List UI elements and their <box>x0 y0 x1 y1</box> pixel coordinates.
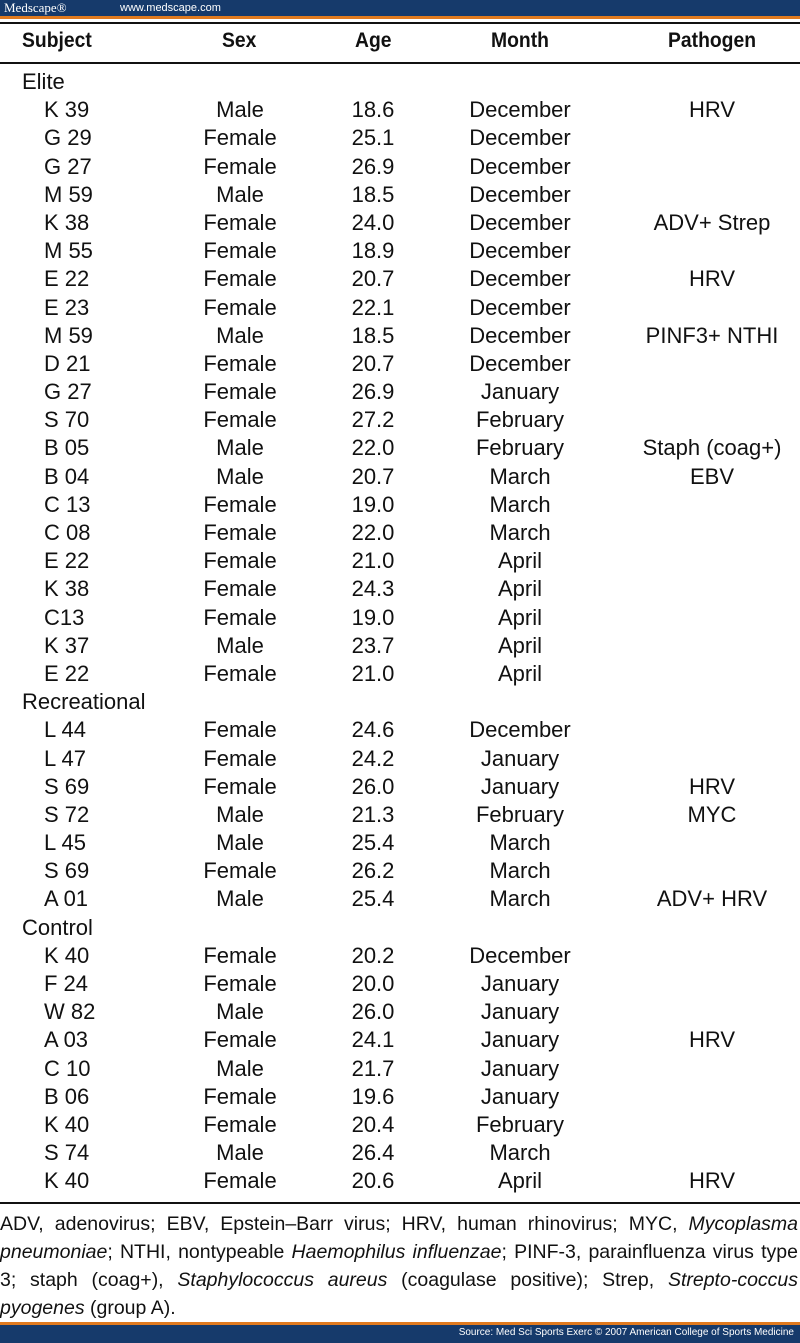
cell-subject: L 45 <box>44 830 87 856</box>
cell-subject: D 21 <box>44 350 91 376</box>
cell-age: 19.0 <box>351 491 395 517</box>
table-row <box>0 829 800 857</box>
cell-month: March <box>489 463 551 489</box>
cell-sex: Male <box>216 1055 264 1081</box>
cell-month: March <box>489 520 551 545</box>
cell-subject: C 08 <box>44 520 91 545</box>
cell-subject: M 55 <box>44 238 93 264</box>
cell-month: April <box>497 548 543 574</box>
cell-subject: K 37 <box>44 632 90 658</box>
cell-month: April <box>497 576 543 602</box>
table-row <box>0 322 800 350</box>
cell-month: December <box>469 294 571 320</box>
cell-subject: L 47 <box>44 745 87 771</box>
cell-month: December <box>469 125 571 151</box>
table-row <box>0 1111 800 1139</box>
table-row <box>0 660 800 688</box>
cell-subject: C 13 <box>44 491 91 517</box>
cell-month: January <box>480 1083 560 1109</box>
cell-age: 19.6 <box>351 1083 395 1109</box>
source-credit: Source: Med Sci Sports Exerc © 2007 American College of Sports Medicine <box>458 1327 794 1338</box>
cell-sex: Male <box>216 463 264 489</box>
cell-sex: Female <box>203 858 277 884</box>
table-row <box>0 294 800 322</box>
cell-sex: Female <box>203 407 277 433</box>
cell-pathogen: HRV <box>688 773 736 799</box>
cell-sex: Female <box>203 520 277 545</box>
group-row <box>0 914 800 942</box>
cell-subject: K 38 <box>44 209 90 235</box>
cell-pathogen: MYC <box>687 801 737 827</box>
cell-age: 25.4 <box>351 886 395 912</box>
cell-subject: S 70 <box>44 407 90 433</box>
cell-age: 26.9 <box>351 379 395 405</box>
table-row <box>0 463 800 491</box>
table-row <box>0 491 800 519</box>
cell-subject: M 59 <box>44 322 93 348</box>
cell-month: April <box>497 604 543 630</box>
cell-age: 22.0 <box>351 520 395 545</box>
cell-month: January <box>480 745 560 771</box>
col-header-age: Age <box>355 29 392 52</box>
footnote-species: Staphylococcus aureus <box>177 1269 388 1291</box>
cell-pathogen: HRV <box>688 1168 736 1194</box>
cell-subject: S 74 <box>44 1140 90 1166</box>
col-header-pathogen: Pathogen <box>668 29 757 52</box>
cell-month: December <box>469 153 571 179</box>
cell-subject: B 04 <box>44 463 90 489</box>
group-row <box>0 68 800 96</box>
cell-age: 24.1 <box>351 1027 395 1053</box>
cell-sex: Female <box>203 1083 277 1109</box>
cell-sex: Female <box>203 942 277 968</box>
cell-sex: Female <box>203 1111 277 1137</box>
cell-subject: K 40 <box>44 1168 90 1194</box>
cell-month: February <box>475 435 565 461</box>
cell-subject: E 22 <box>44 660 90 686</box>
table-row <box>0 237 800 265</box>
cell-month: December <box>469 322 571 348</box>
cell-sex: Female <box>203 379 277 405</box>
table-header-rule <box>0 62 800 64</box>
cell-age: 21.7 <box>351 1055 395 1081</box>
table-row <box>0 942 800 970</box>
cell-month: March <box>489 886 551 912</box>
cell-age: 21.0 <box>351 548 395 574</box>
cell-subject: C 10 <box>44 1055 91 1081</box>
cell-age: 25.4 <box>351 830 395 856</box>
cell-subject: F 24 <box>44 971 89 996</box>
table-row <box>0 547 800 575</box>
table-row <box>0 1083 800 1111</box>
cell-subject: E 23 <box>44 294 90 320</box>
cell-subject: B 05 <box>44 435 90 461</box>
table-body <box>0 68 800 1196</box>
cell-sex: Male <box>216 999 264 1025</box>
cell-pathogen: HRV <box>688 1027 736 1053</box>
table-row <box>0 1167 800 1195</box>
cell-pathogen: ADV+ HRV <box>656 886 768 912</box>
table-row <box>0 801 800 829</box>
footnote-species: Strepto-coccus pyogenes <box>0 1269 799 1319</box>
cell-subject: B 06 <box>44 1083 90 1109</box>
cell-subject: G 27 <box>44 379 92 405</box>
cell-age: 26.0 <box>351 999 395 1025</box>
cell-age: 18.5 <box>351 181 395 207</box>
table-row <box>0 1026 800 1054</box>
cell-sex: Female <box>203 1168 277 1194</box>
table-row <box>0 857 800 885</box>
medscape-logo[interactable]: Medscape® <box>4 0 67 15</box>
cell-age: 26.9 <box>351 153 395 179</box>
header-bar <box>0 0 800 19</box>
cell-subject: S 69 <box>44 858 90 884</box>
cell-age: 26.4 <box>351 1140 395 1166</box>
table-row <box>0 885 800 913</box>
cell-month: March <box>489 1140 551 1166</box>
table-row <box>0 96 800 124</box>
cell-month: January <box>480 999 560 1025</box>
cell-subject: E 22 <box>44 548 90 574</box>
table-row <box>0 519 800 547</box>
cell-age: 20.7 <box>351 350 395 376</box>
cell-sex: Male <box>216 181 264 207</box>
table-row <box>0 745 800 773</box>
table-row <box>0 124 800 152</box>
cell-sex: Male <box>216 435 264 461</box>
cell-month: December <box>469 942 571 968</box>
table-row <box>0 406 800 434</box>
cell-age: 24.0 <box>351 209 395 235</box>
table-row <box>0 1139 800 1167</box>
cell-month: December <box>469 266 571 292</box>
cell-month: December <box>469 181 571 207</box>
cell-age: 18.9 <box>351 238 395 264</box>
footnote-species: Haemophilus influenzae <box>291 1241 502 1263</box>
cell-sex: Female <box>203 294 277 320</box>
group-row <box>0 688 800 716</box>
cell-month: April <box>497 660 543 686</box>
cell-age: 25.1 <box>351 125 395 151</box>
cell-subject: W 82 <box>44 999 96 1025</box>
cell-sex: Female <box>203 604 277 630</box>
cell-month: December <box>469 238 571 264</box>
cell-age: 21.0 <box>351 660 395 686</box>
cell-sex: Male <box>216 1140 264 1166</box>
table-row <box>0 265 800 293</box>
cell-sex: Female <box>203 238 277 264</box>
cell-month: December <box>469 209 571 235</box>
cell-pathogen: PINF3+ NTHI <box>645 322 779 348</box>
cell-subject: S 72 <box>44 801 90 827</box>
table-row <box>0 575 800 603</box>
cell-month: February <box>475 407 565 433</box>
cell-sex: Female <box>203 576 277 602</box>
group-label: Control <box>22 914 93 940</box>
cell-month: April <box>497 1168 543 1194</box>
cell-subject: G 29 <box>44 125 92 151</box>
cell-subject: G 27 <box>44 153 92 179</box>
cell-age: 24.3 <box>351 576 395 602</box>
cell-sex: Female <box>203 266 277 292</box>
col-header-sex: Sex <box>222 29 257 52</box>
cell-month: February <box>475 1111 565 1137</box>
cell-sex: Male <box>216 830 264 856</box>
cell-month: April <box>497 632 543 658</box>
cell-age: 27.2 <box>351 407 395 433</box>
cell-age: 20.7 <box>351 266 395 292</box>
cell-sex: Female <box>203 1027 277 1053</box>
cell-month: January <box>480 1055 560 1081</box>
cell-subject: M 59 <box>44 181 93 207</box>
cell-pathogen: HRV <box>688 97 736 123</box>
table-row <box>0 773 800 801</box>
cell-month: January <box>480 971 560 996</box>
cell-subject: K 40 <box>44 1111 90 1137</box>
cell-age: 20.6 <box>351 1168 395 1194</box>
cell-subject: C13 <box>44 604 85 630</box>
cell-age: 22.0 <box>351 435 395 461</box>
cell-month: December <box>469 97 571 123</box>
col-header-subject: Subject <box>22 29 92 52</box>
cell-pathogen: Staph (coag+) <box>642 435 782 461</box>
cell-age: 20.7 <box>351 463 395 489</box>
table-bottom-rule <box>0 1202 800 1204</box>
cell-subject: K 39 <box>44 97 90 123</box>
group-label: Elite <box>22 69 65 94</box>
cell-sex: Male <box>216 886 264 912</box>
cell-sex: Female <box>203 717 277 743</box>
cell-age: 24.6 <box>351 717 395 743</box>
cell-age: 19.0 <box>351 604 395 630</box>
footnote-text: ; NTHI, nontypeable <box>107 1241 292 1263</box>
table-row <box>0 434 800 462</box>
footnote-text: ; PINF-3, parainfluenza virus type 3; staph (coag+), <box>0 1241 798 1291</box>
cell-sex: Female <box>203 125 277 151</box>
table-row <box>0 209 800 237</box>
cell-pathogen: ADV+ Strep <box>653 209 771 235</box>
table-footnote <box>0 1210 798 1322</box>
cell-age: 23.7 <box>351 632 395 658</box>
table-row <box>0 350 800 378</box>
cell-month: December <box>469 350 571 376</box>
cell-sex: Female <box>203 745 277 771</box>
table-row <box>0 998 800 1026</box>
cell-age: 18.5 <box>351 322 395 348</box>
cell-sex: Female <box>203 209 277 235</box>
cell-sex: Female <box>203 491 277 517</box>
cell-subject: K 40 <box>44 942 90 968</box>
table-row <box>0 1055 800 1083</box>
table-row <box>0 970 800 998</box>
group-label: Recreational <box>22 689 146 715</box>
cell-subject: L 44 <box>44 717 87 743</box>
table-row <box>0 378 800 406</box>
cell-sex: Male <box>216 801 264 827</box>
cell-subject: A 01 <box>44 886 89 912</box>
cell-pathogen: EBV <box>689 463 735 489</box>
cell-pathogen: HRV <box>688 266 736 292</box>
cell-month: January <box>480 773 560 799</box>
cell-subject: S 69 <box>44 773 90 799</box>
cell-subject: A 03 <box>44 1027 89 1053</box>
footnote-text: (group A). <box>84 1297 176 1319</box>
cell-age: 18.6 <box>351 97 395 123</box>
cell-age: 20.0 <box>351 971 395 996</box>
cell-age: 24.2 <box>351 745 395 771</box>
cell-month: February <box>475 801 565 827</box>
cell-month: March <box>489 491 551 517</box>
table-row <box>0 153 800 181</box>
cell-age: 20.2 <box>351 942 395 968</box>
cell-age: 26.2 <box>351 858 395 884</box>
cell-month: March <box>489 858 551 884</box>
table-row <box>0 181 800 209</box>
cell-sex: Male <box>216 97 264 123</box>
footnote-text: ADV, adenovirus; EBV, Epstein–Barr virus; HRV, human rhinovirus; MYC, <box>0 1213 689 1235</box>
cell-sex: Female <box>203 350 277 376</box>
cell-subject: K 38 <box>44 576 90 602</box>
cell-age: 22.1 <box>351 294 395 320</box>
cell-subject: E 22 <box>44 266 90 292</box>
cell-month: January <box>480 379 560 405</box>
table-row <box>0 632 800 660</box>
cell-sex: Female <box>203 773 277 799</box>
site-url[interactable]: www.medscape.com <box>120 2 221 14</box>
cell-age: 20.4 <box>351 1111 395 1137</box>
table-row <box>0 604 800 632</box>
cell-sex: Male <box>216 322 264 348</box>
cell-month: December <box>469 717 571 743</box>
cell-month: March <box>489 830 551 856</box>
cell-sex: Female <box>203 971 277 996</box>
footnote-text: (coagulase positive); Strep, <box>387 1269 668 1291</box>
cell-sex: Female <box>203 660 277 686</box>
cell-age: 21.3 <box>351 801 395 827</box>
table-row <box>0 716 800 744</box>
cell-sex: Female <box>203 153 277 179</box>
cell-month: January <box>480 1027 560 1053</box>
cell-age: 26.0 <box>351 773 395 799</box>
cell-sex: Male <box>216 632 264 658</box>
cell-sex: Female <box>203 548 277 574</box>
col-header-month: Month <box>491 29 549 52</box>
footnote-species: Mycoplasma pneumoniae <box>0 1213 798 1263</box>
